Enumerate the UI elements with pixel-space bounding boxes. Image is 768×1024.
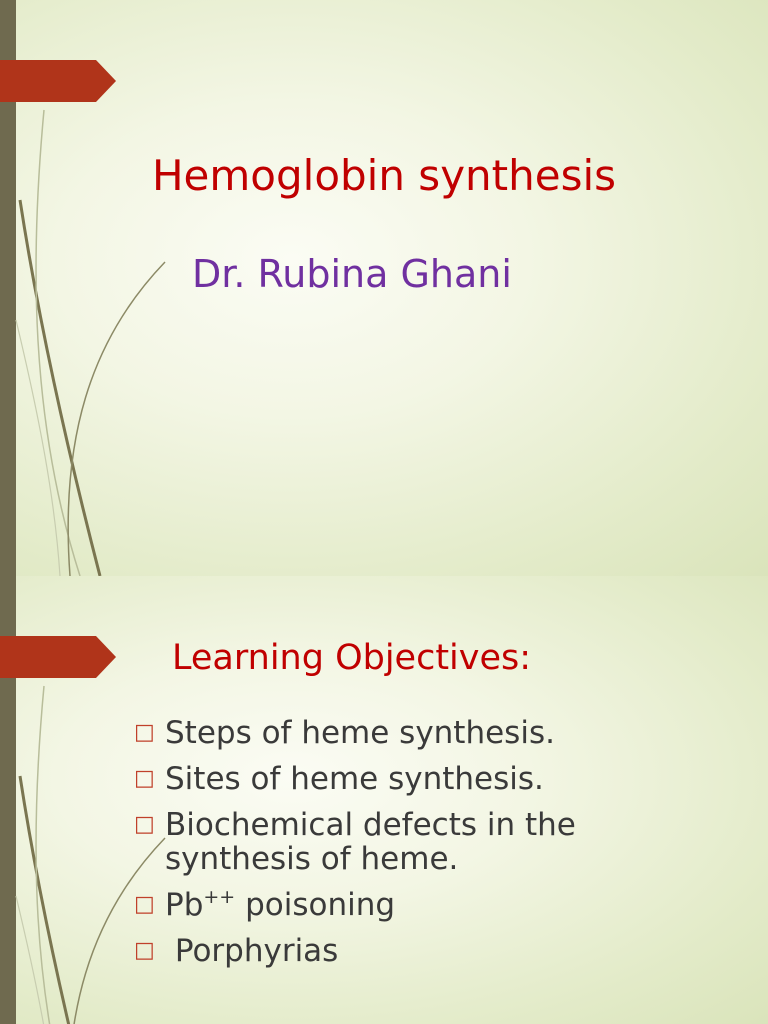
list-item: [130, 888, 730, 922]
bullet-text: Pb: [165, 887, 204, 923]
bullet-text-suffix: poisoning: [235, 887, 396, 923]
open-square-bullet-icon: □: [134, 766, 155, 791]
list-item: [130, 762, 730, 796]
objectives-title: Learning Objectives:: [172, 638, 532, 678]
open-square-bullet-icon: □: [134, 938, 155, 963]
list-item: [130, 808, 730, 876]
accent-tab: [0, 60, 116, 102]
bullet-text: Steps of heme synthesis.: [165, 715, 555, 751]
open-square-bullet-icon: □: [134, 812, 155, 837]
bullet-text: Sites of heme synthesis.: [165, 761, 544, 797]
list-item: [130, 716, 730, 750]
list-item: [130, 934, 730, 968]
open-square-bullet-icon: □: [134, 720, 155, 745]
superscript: ++: [203, 886, 236, 908]
accent-tab: [0, 636, 116, 678]
slide-subtitle: Dr. Rubina Ghani: [192, 252, 512, 296]
open-square-bullet-icon: □: [134, 892, 155, 917]
slide-title: Hemoglobin synthesis: [151, 151, 617, 200]
objectives-list: [130, 716, 730, 980]
bullet-text: Biochemical defects in the synthesis of heme.: [165, 807, 576, 877]
bullet-text: Porphyrias: [165, 933, 339, 969]
objectives-slide: [0, 576, 768, 1024]
